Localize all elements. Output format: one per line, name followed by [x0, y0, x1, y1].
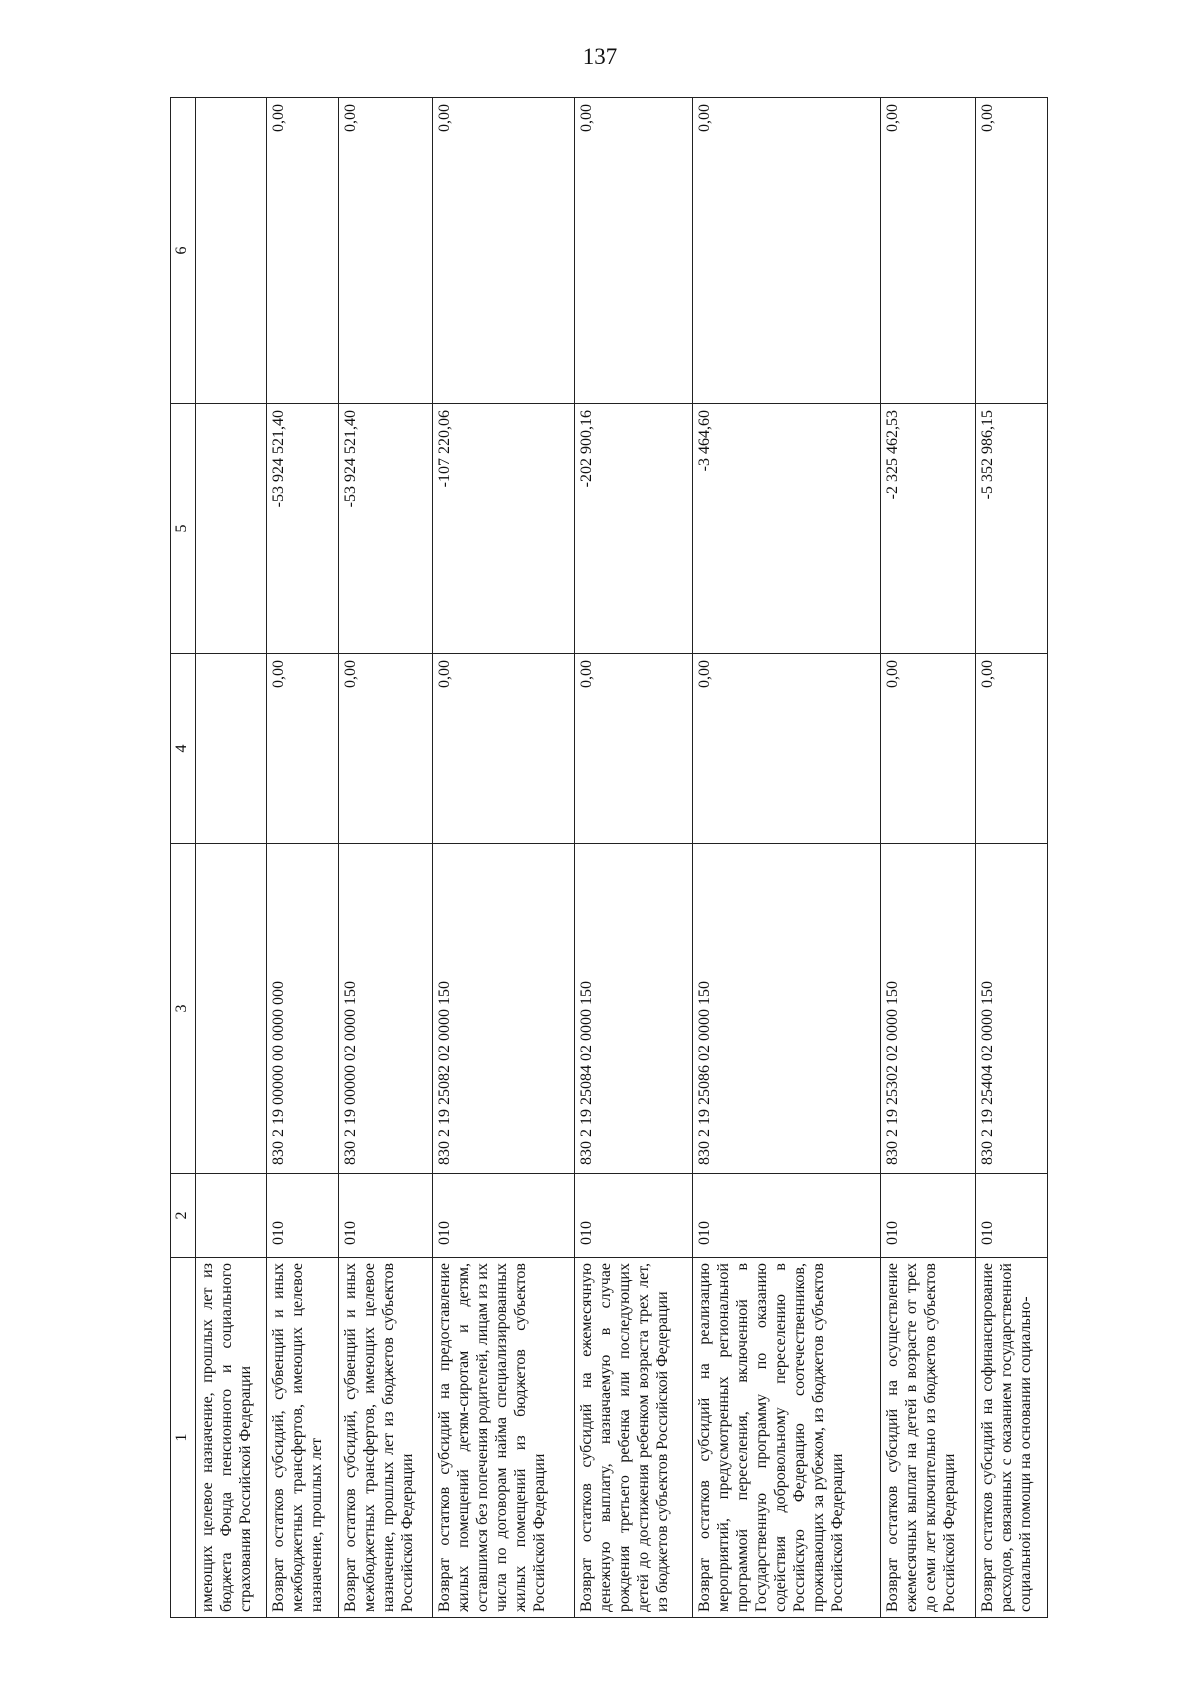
row-line-code: 010	[339, 1174, 433, 1258]
table-row	[433, 98, 575, 1618]
row-value-col5	[196, 404, 267, 654]
row-value-col5: -3 464,60	[693, 404, 881, 654]
row-budget-code: 830 2 19 25084 02 0000 150	[575, 844, 693, 1174]
row-value-col5: -202 900,16	[575, 404, 693, 654]
row-value-col4: 0,00	[881, 654, 976, 844]
row-description: Возврат остатков субсидий на реализацию мероприятий, предусмотренных региональной программой переселения, включенной в Государственную программу по оказанию содействия добровольному переселению в Российскую Федерацию соотечественников, проживающих за рубежом, из бюджетов субъектов Российской Федерации	[693, 1258, 881, 1618]
row-budget-code: 830 2 19 25404 02 0000 150	[976, 844, 1048, 1174]
row-description: Возврат остатков субсидий на ежемесячную денежную выплату, назначаемую в случае рождения третьего ребенка или последующих детей до достижения ребенком возраста трех лет, из бюджетов субъектов Российской Федерации	[575, 1258, 693, 1618]
table-row	[881, 98, 976, 1618]
row-value-col4: 0,00	[267, 654, 339, 844]
table-row	[267, 98, 339, 1618]
rotated-table-container	[170, 98, 1050, 1618]
header-row	[171, 98, 196, 1618]
row-value-col6: 0,00	[433, 98, 575, 404]
row-value-col4	[196, 654, 267, 844]
row-line-code: 010	[267, 1174, 339, 1258]
row-value-col6: 0,00	[339, 98, 433, 404]
row-value-col6: 0,00	[881, 98, 976, 404]
row-value-col5: -2 325 462,53	[881, 404, 976, 654]
row-line-code: 010	[433, 1174, 575, 1258]
page-number: 137	[582, 44, 618, 69]
row-budget-code: 830 2 19 00000 02 0000 150	[339, 844, 433, 1174]
row-description: Возврат остатков субсидий на осуществление ежемесячных выплат на детей в возрасте от трех до семи лет включительно из бюджетов субъектов Российской Федерации	[881, 1258, 976, 1618]
row-line-code: 010	[881, 1174, 976, 1258]
row-budget-code: 830 2 19 25082 02 0000 150	[433, 844, 575, 1174]
table-row	[693, 98, 881, 1618]
row-value-col6: 0,00	[693, 98, 881, 404]
row-description: Возврат остатков субсидий на софинансирование расходов, связанных с оказанием государственной социальной помощи на основании социально-	[976, 1258, 1048, 1618]
table-row	[196, 98, 267, 1618]
row-value-col5: -5 352 986,15	[976, 404, 1048, 654]
header-cell: 6	[171, 98, 196, 404]
row-value-col4: 0,00	[976, 654, 1048, 844]
table-row	[339, 98, 433, 1618]
row-description: Возврат остатков субсидий, субвенций и иных межбюджетных трансфертов, имеющих целевое назначение, прошлых лет из бюджетов субъектов Российской Федерации	[339, 1258, 433, 1618]
row-line-code: 010	[693, 1174, 881, 1258]
row-value-col6: 0,00	[575, 98, 693, 404]
row-description: имеющих целевое назначение, прошлых лет из бюджета Фонда пенсионного и социального страхования Российской Федерации	[196, 1258, 267, 1618]
header-cell: 2	[171, 1174, 196, 1258]
row-line-code: 010	[976, 1174, 1048, 1258]
row-description: Возврат остатков субсидий, субвенций и иных межбюджетных трансфертов, имеющих целевое назначение, прошлых лет	[267, 1258, 339, 1618]
row-budget-code	[196, 844, 267, 1174]
row-budget-code: 830 2 19 00000 00 0000 000	[267, 844, 339, 1174]
header-cell: 3	[171, 844, 196, 1174]
header-cell: 1	[171, 1258, 196, 1618]
row-value-col6: 0,00	[267, 98, 339, 404]
row-value-col5: -107 220,06	[433, 404, 575, 654]
table-row	[976, 98, 1048, 1618]
row-value-col4: 0,00	[339, 654, 433, 844]
row-line-code	[196, 1174, 267, 1258]
row-budget-code: 830 2 19 25302 02 0000 150	[881, 844, 976, 1174]
row-value-col4: 0,00	[575, 654, 693, 844]
table-row	[575, 98, 693, 1618]
header-cell: 4	[171, 654, 196, 844]
header-cell: 5	[171, 404, 196, 654]
row-value-col4: 0,00	[433, 654, 575, 844]
row-value-col5: -53 924 521,40	[339, 404, 433, 654]
budget-table	[170, 97, 1048, 1618]
row-value-col5: -53 924 521,40	[267, 404, 339, 654]
row-value-col6	[196, 98, 267, 404]
row-value-col4: 0,00	[693, 654, 881, 844]
row-budget-code: 830 2 19 25086 02 0000 150	[693, 844, 881, 1174]
row-description: Возврат остатков субсидий на предоставление жилых помещений детям-сиротам и детям, оставшимся без попечения родителей, лицам из их числа по договорам найма специализированных жилых помещений из бюджетов субъектов Российской Федерации	[433, 1258, 575, 1618]
row-line-code: 010	[575, 1174, 693, 1258]
row-value-col6: 0,00	[976, 98, 1048, 404]
